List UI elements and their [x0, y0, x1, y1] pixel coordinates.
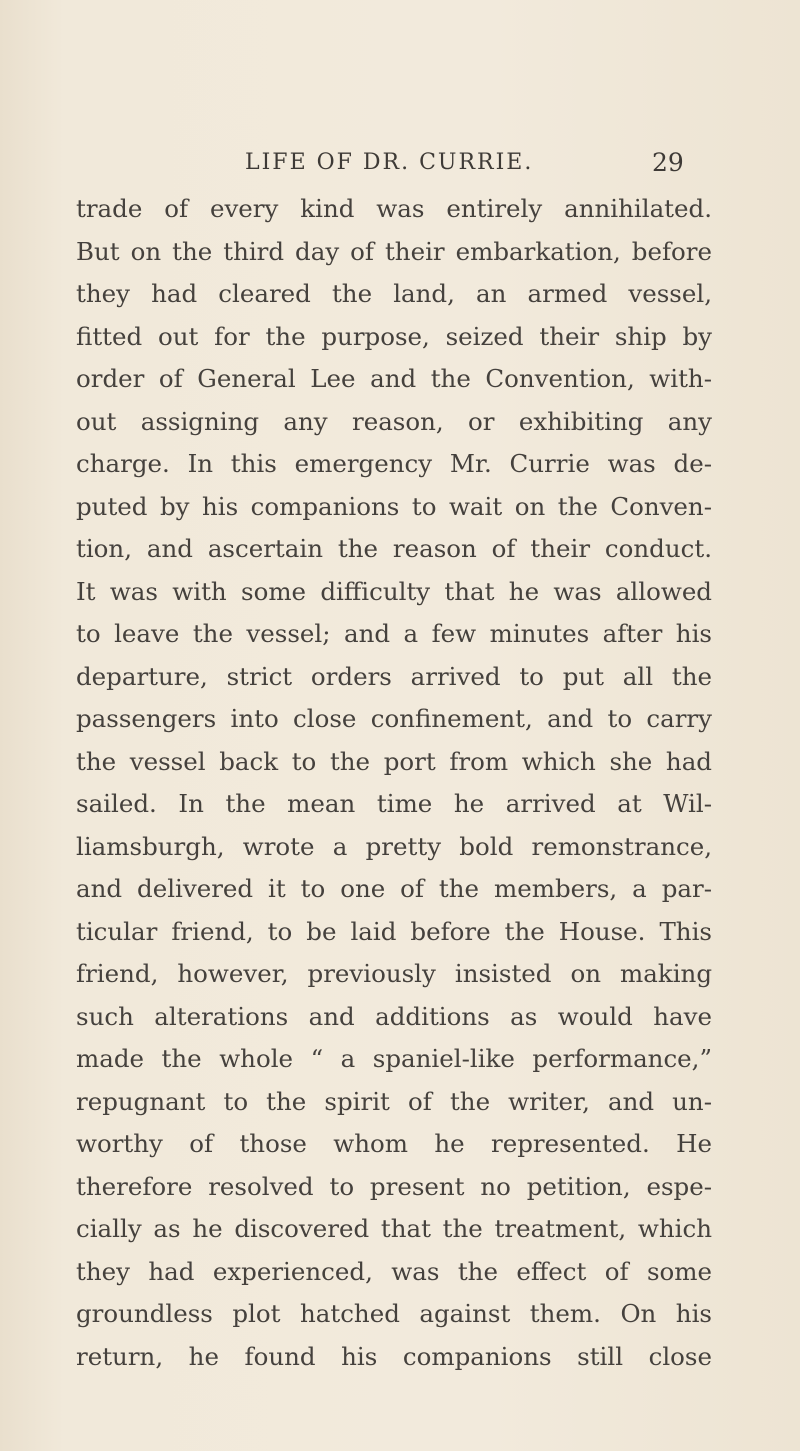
text-line: tion, and ascertain the reason of their conduct. — [76, 534, 712, 563]
text-line: departure, strict orders arrived to put all the — [76, 661, 712, 691]
text-line: repugnant to the spirit of the writer, and un- — [76, 1086, 712, 1116]
running-title: LIFE OF DR. CURRIE. — [245, 150, 534, 175]
text-line: passengers into close confinement, and to carry — [76, 704, 712, 733]
text-line: to leave the vessel; and a few minutes after his — [76, 619, 712, 648]
text-line: such alterations and additions as would have — [76, 1001, 712, 1031]
text-line: worthy of those whom he represented. He — [76, 1129, 712, 1158]
text-line: But on the third day of their embarkation, before — [76, 236, 712, 266]
text-line: charge. In this emergency Mr. Currie was de- — [76, 449, 712, 478]
text-line: ticular friend, to be laid before the House. This — [76, 916, 712, 946]
text-line: liamsburgh, wrote a pretty bold remonstrance, — [76, 831, 712, 861]
text-line: the vessel back to the port from which she had — [76, 746, 712, 776]
text-line: therefore resolved to present no petition, espe- — [76, 1171, 712, 1201]
text-line: It was with some difficulty that he was allowed — [76, 576, 712, 606]
text-line: they had cleared the land, an armed vessel, — [76, 279, 712, 308]
text-line: return, he found his companions still close — [76, 1341, 712, 1371]
text-line: puted by his companions to wait on the Conven- — [76, 491, 712, 521]
text-line: made the whole “ a spaniel-like performance,” — [76, 1044, 712, 1073]
text-line: out assigning any reason, or exhibiting any — [76, 406, 712, 436]
text-line: they had experienced, was the effect of some — [76, 1256, 712, 1286]
text-line: trade of every kind was entirely annihilated. — [76, 194, 712, 223]
text-line: groundless plot hatched against them. On his — [76, 1299, 712, 1328]
page-number: 29 — [652, 148, 684, 177]
text-line: cially as he discovered that the treatment, which — [76, 1214, 712, 1243]
page-header — [0, 150, 800, 190]
text-line: order of General Lee and the Convention, with- — [76, 364, 712, 393]
text-line: and delivered it to one of the members, a par- — [76, 874, 712, 903]
text-line: fitted out for the purpose, seized their ship by — [76, 321, 712, 351]
body-text — [76, 188, 712, 1378]
text-line: friend, however, previously insisted on making — [76, 959, 712, 988]
text-line: sailed. In the mean time he arrived at Wil- — [76, 789, 712, 818]
